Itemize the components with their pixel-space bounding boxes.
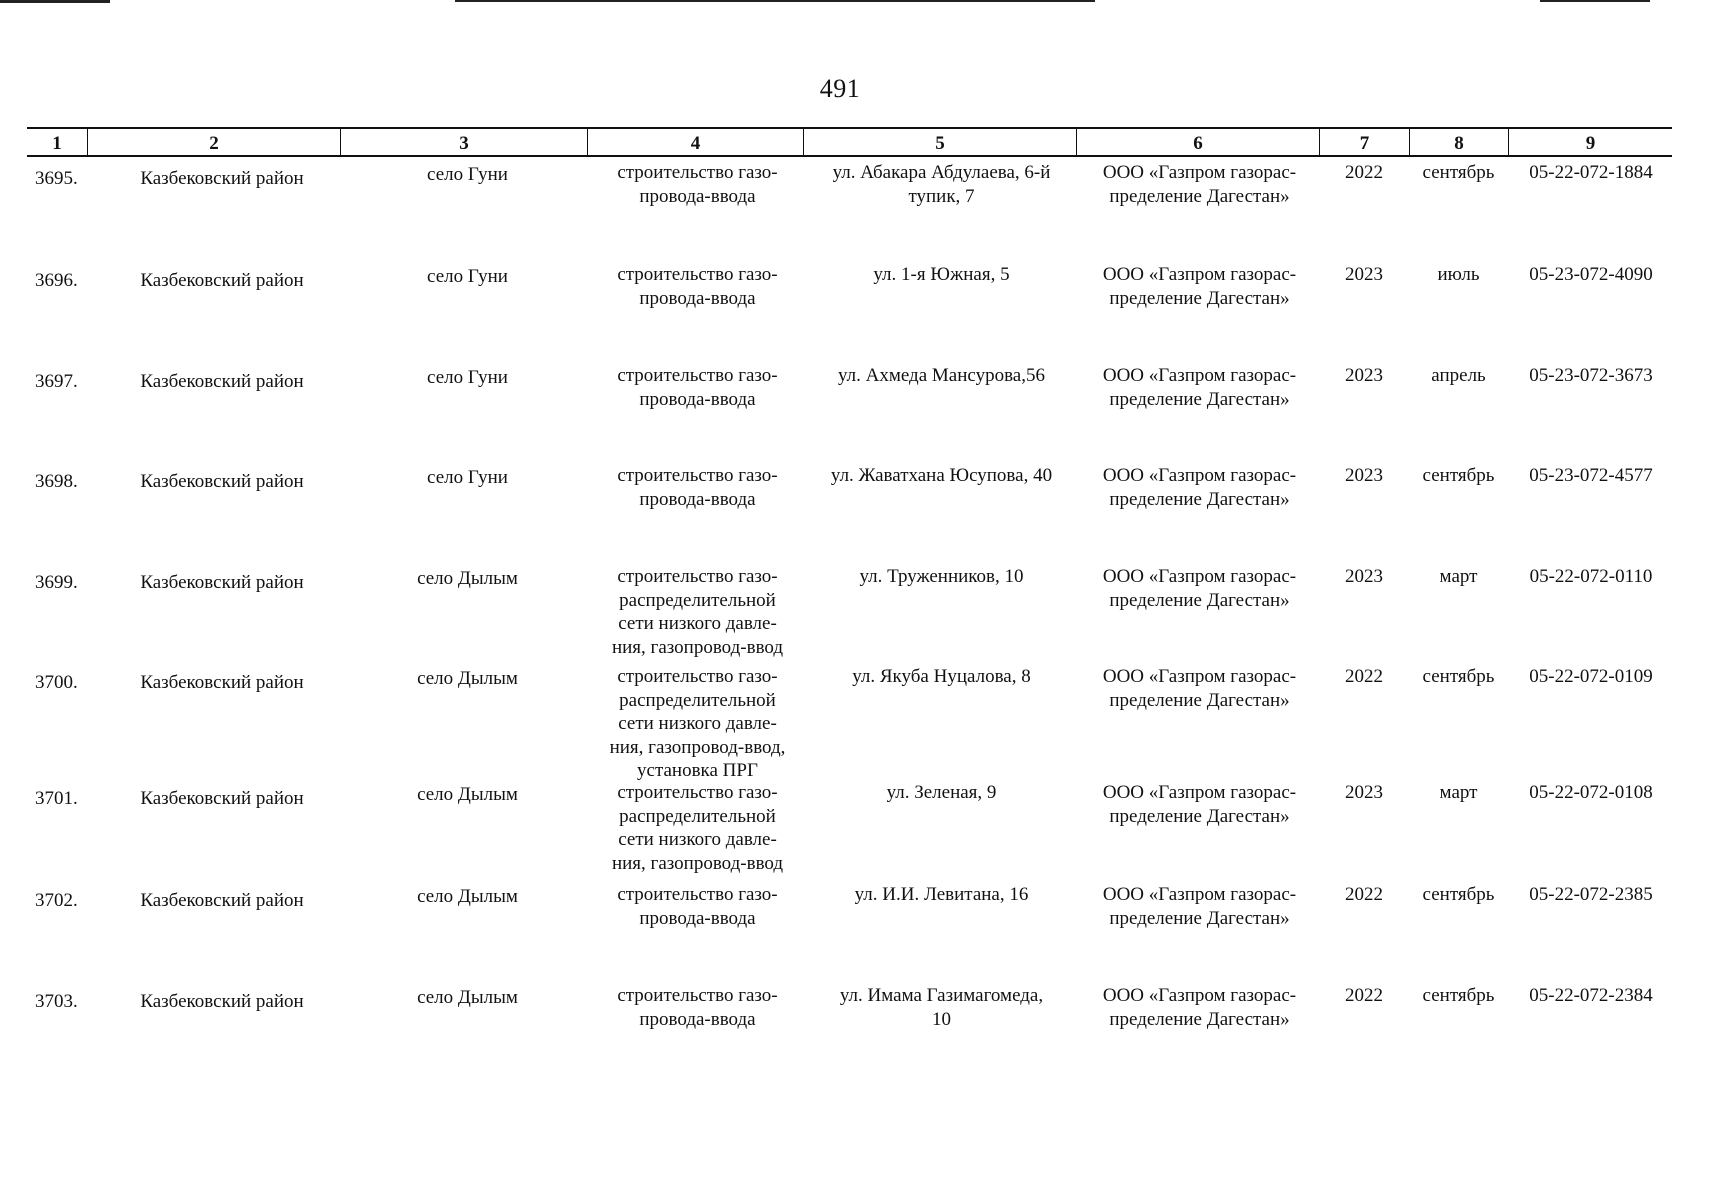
- address-cell-line: тупик, 7: [908, 185, 975, 207]
- organization-cell-line: пределение Дагестан»: [1109, 589, 1290, 611]
- organization-cell-line: ООО «Газпром газорас-: [1102, 985, 1297, 1006]
- row-number: 3698.: [35, 471, 78, 492]
- header-col-6: 6: [1076, 129, 1319, 155]
- address-cell: [805, 565, 1078, 589]
- address-cell-line: ул. Зеленая, 9: [886, 782, 997, 803]
- work-type-cell-line: строительство газо-: [617, 566, 778, 587]
- address-cell-line: ул. 1-я Южная, 5: [873, 264, 1010, 285]
- year-cell: 2023: [1345, 264, 1383, 285]
- work-type-cell-line: распределительной: [619, 689, 776, 711]
- district-cell: Казбековский район: [140, 371, 304, 392]
- work-type-cell-line: распределительной: [619, 589, 776, 611]
- work-type-cell-line: сети низкого давле-: [618, 613, 777, 634]
- header-col-2: 2: [87, 129, 340, 155]
- organization-cell-line: пределение Дагестан»: [1109, 1008, 1290, 1030]
- address-cell-line: ул. Труженников, 10: [859, 566, 1024, 587]
- month-cell: июль: [1437, 264, 1480, 285]
- header-col-1: 1: [52, 133, 62, 154]
- work-type-cell: [590, 665, 805, 783]
- work-type-cell: [590, 565, 805, 659]
- month-cell: сентябрь: [1422, 884, 1495, 905]
- row-number: 3703.: [35, 991, 78, 1012]
- row-number: 3697.: [35, 371, 78, 392]
- work-type-cell-line: сети низкого давле-: [618, 713, 777, 734]
- organization-cell-line: ООО «Газпром газорас-: [1102, 884, 1297, 905]
- settlement-cell: село Гуни: [427, 266, 508, 287]
- district-cell: Казбековский район: [140, 672, 304, 693]
- work-type-cell: [590, 464, 805, 511]
- organization-cell-line: пределение Дагестан»: [1109, 907, 1290, 929]
- year-cell: 2022: [1345, 884, 1383, 905]
- address-cell-line: ул. Имама Газимагомеда,: [839, 985, 1044, 1006]
- code-cell: 05-22-072-0109: [1529, 666, 1653, 687]
- work-type-cell-line: установка ПРГ: [637, 760, 758, 781]
- header-col-5: 5: [803, 129, 1076, 155]
- organization-cell-line: ООО «Газпром газорас-: [1102, 666, 1297, 687]
- work-type-cell-line: строительство газо-: [617, 884, 778, 905]
- organization-cell: [1077, 565, 1322, 612]
- month-cell: март: [1439, 566, 1478, 587]
- work-type-cell: [590, 781, 805, 875]
- work-type-cell-line: ния, газопровод-ввод: [611, 636, 784, 658]
- work-type-cell-line: провода-ввода: [639, 185, 756, 207]
- code-cell: 05-22-072-1884: [1529, 162, 1653, 183]
- organization-cell-line: ООО «Газпром газорас-: [1102, 566, 1297, 587]
- organization-cell-line: ООО «Газпром газорас-: [1102, 465, 1297, 486]
- header-col-4: 4: [587, 129, 803, 155]
- code-cell: 05-23-072-4577: [1529, 465, 1653, 486]
- work-type-cell-line: распределительной: [619, 805, 776, 827]
- scan-edge-mark: [455, 0, 1095, 2]
- settlement-cell: село Дылым: [417, 886, 518, 907]
- row-number: 3700.: [35, 672, 78, 693]
- code-cell: 05-22-072-2384: [1529, 985, 1653, 1006]
- address-cell: [805, 364, 1078, 388]
- row-number: 3696.: [35, 270, 78, 291]
- work-type-cell-line: строительство газо-: [617, 465, 778, 486]
- header-col-9: 9: [1508, 129, 1672, 155]
- row-number: 3699.: [35, 572, 78, 593]
- work-type-cell: [590, 161, 805, 208]
- work-type-cell-line: строительство газо-: [617, 264, 778, 285]
- code-cell: 05-22-072-0110: [1529, 566, 1653, 587]
- district-cell: Казбековский район: [140, 471, 304, 492]
- district-cell: Казбековский район: [140, 572, 304, 593]
- year-cell: 2022: [1345, 162, 1383, 183]
- page-number: 491: [819, 74, 861, 103]
- settlement-cell: село Дылым: [417, 784, 518, 805]
- row-number: 3695.: [35, 168, 78, 189]
- code-cell: 05-23-072-3673: [1529, 365, 1653, 386]
- address-cell: [805, 161, 1078, 208]
- settlement-cell: село Гуни: [427, 164, 508, 185]
- code-cell: 05-23-072-4090: [1529, 264, 1653, 285]
- address-cell: [805, 464, 1078, 488]
- settlement-cell: село Дылым: [417, 568, 518, 589]
- work-type-cell-line: провода-ввода: [639, 1008, 756, 1030]
- organization-cell: [1077, 665, 1322, 712]
- address-cell-line: 10: [932, 1008, 951, 1030]
- organization-cell-line: пределение Дагестан»: [1109, 287, 1290, 309]
- table-header-row: [27, 127, 1672, 157]
- address-cell-line: ул. Жаватхана Юсупова, 40: [830, 465, 1053, 486]
- organization-cell: [1077, 883, 1322, 930]
- row-number: 3702.: [35, 890, 78, 911]
- organization-cell: [1077, 984, 1322, 1031]
- work-type-cell-line: провода-ввода: [639, 488, 756, 510]
- organization-cell-line: пределение Дагестан»: [1109, 805, 1290, 827]
- work-type-cell: [590, 984, 805, 1031]
- settlement-cell: село Гуни: [427, 367, 508, 388]
- registry-table: [27, 127, 1672, 1030]
- work-type-cell-line: провода-ввода: [639, 907, 756, 929]
- work-type-cell-line: строительство газо-: [617, 782, 778, 803]
- district-cell: Казбековский район: [140, 890, 304, 911]
- organization-cell: [1077, 464, 1322, 511]
- settlement-cell: село Дылым: [417, 668, 518, 689]
- address-cell: [805, 665, 1078, 689]
- year-cell: 2023: [1345, 365, 1383, 386]
- month-cell: сентябрь: [1422, 666, 1495, 687]
- address-cell-line: ул. И.И. Левитана, 16: [854, 884, 1029, 905]
- settlement-cell: село Дылым: [417, 987, 518, 1008]
- work-type-cell-line: сети низкого давле-: [618, 829, 777, 850]
- work-type-cell: [590, 263, 805, 310]
- address-cell-line: ул. Абакара Абдулаева, 6-й: [832, 162, 1051, 183]
- address-cell: [805, 781, 1078, 805]
- work-type-cell-line: провода-ввода: [639, 388, 756, 410]
- code-cell: 05-22-072-0108: [1529, 782, 1653, 803]
- organization-cell-line: пределение Дагестан»: [1109, 488, 1290, 510]
- month-cell: апрель: [1431, 365, 1486, 386]
- organization-cell-line: пределение Дагестан»: [1109, 185, 1290, 207]
- scan-edge-mark: [0, 0, 110, 3]
- year-cell: 2023: [1345, 566, 1383, 587]
- district-cell: Казбековский район: [140, 788, 304, 809]
- district-cell: Казбековский район: [140, 991, 304, 1012]
- work-type-cell: [590, 883, 805, 930]
- month-cell: сентябрь: [1422, 465, 1495, 486]
- scan-edge-mark: [1540, 0, 1650, 2]
- header-col-8: 8: [1409, 129, 1508, 155]
- code-cell: 05-22-072-2385: [1529, 884, 1653, 905]
- work-type-cell-line: ния, газопровод-ввод: [611, 852, 784, 874]
- header-col-7: 7: [1319, 129, 1409, 155]
- year-cell: 2022: [1345, 666, 1383, 687]
- work-type-cell-line: строительство газо-: [617, 365, 778, 386]
- address-cell: [805, 883, 1078, 907]
- organization-cell-line: пределение Дагестан»: [1109, 388, 1290, 410]
- work-type-cell: [590, 364, 805, 411]
- district-cell: Казбековский район: [140, 168, 304, 189]
- month-cell: март: [1439, 782, 1478, 803]
- work-type-cell-line: строительство газо-: [617, 985, 778, 1006]
- organization-cell-line: ООО «Газпром газорас-: [1102, 264, 1297, 285]
- district-cell: Казбековский район: [140, 270, 304, 291]
- year-cell: 2023: [1345, 782, 1383, 803]
- row-number: 3701.: [35, 788, 78, 809]
- organization-cell: [1077, 781, 1322, 828]
- work-type-cell-line: строительство газо-: [617, 666, 778, 687]
- organization-cell-line: ООО «Газпром газорас-: [1102, 162, 1297, 183]
- organization-cell-line: ООО «Газпром газорас-: [1102, 782, 1297, 803]
- address-cell-line: ул. Ахмеда Мансурова,56: [837, 365, 1045, 386]
- organization-cell: [1077, 364, 1322, 411]
- work-type-cell-line: строительство газо-: [617, 162, 778, 183]
- organization-cell: [1077, 263, 1322, 310]
- month-cell: сентябрь: [1422, 162, 1495, 183]
- address-cell: [805, 984, 1078, 1031]
- month-cell: сентябрь: [1422, 985, 1495, 1006]
- address-cell-line: ул. Якуба Нуцалова, 8: [852, 666, 1031, 687]
- header-col-3: 3: [340, 129, 587, 155]
- organization-cell-line: пределение Дагестан»: [1109, 689, 1290, 711]
- work-type-cell-line: провода-ввода: [639, 287, 756, 309]
- year-cell: 2022: [1345, 985, 1383, 1006]
- address-cell: [805, 263, 1078, 287]
- organization-cell-line: ООО «Газпром газорас-: [1102, 365, 1297, 386]
- work-type-cell-line: ния, газопровод-ввод,: [609, 736, 786, 758]
- organization-cell: [1077, 161, 1322, 208]
- year-cell: 2023: [1345, 465, 1383, 486]
- settlement-cell: село Гуни: [427, 467, 508, 488]
